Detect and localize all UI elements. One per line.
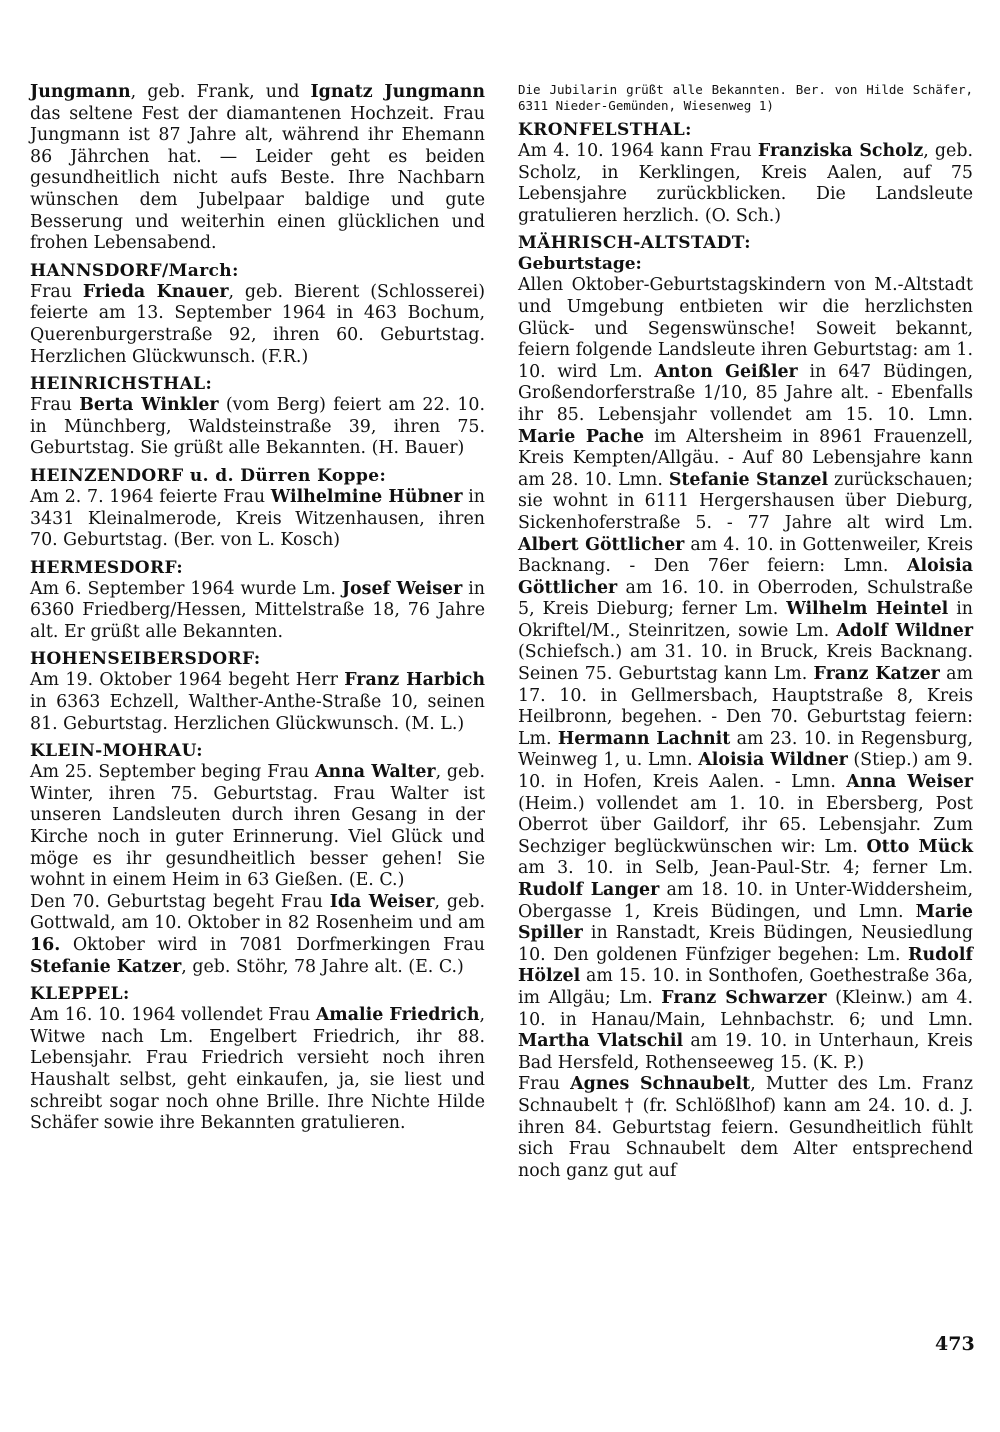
text-run: zurückschauen; sie wohnt in 6111 Hergershausen über Dieburg, Sickenhoferstraße 5. - 77 Jahre alt wird Lm. bbox=[518, 469, 973, 533]
section-maehrisch-altstadt bbox=[518, 233, 973, 1182]
person-name: Wilhelmine Hübner bbox=[270, 486, 463, 507]
paragraph bbox=[30, 1005, 485, 1135]
person-name: Agnes Schnaubelt bbox=[570, 1074, 751, 1095]
person-name: Anna Walter bbox=[315, 762, 436, 783]
text-run: am 18. 10. in Unter-Widdersheim, Obergasse 1, Kreis Büdingen, und Lmn. bbox=[518, 880, 973, 922]
section-hannsdorf bbox=[30, 261, 485, 368]
page-number: 473 bbox=[935, 1333, 975, 1355]
section-heinzendorf bbox=[30, 466, 485, 552]
text-run: das seltene Fest der diamantenen Hochzeit. Frau Jungmann ist 87 Jahre alt, während ihr Ehemann 86 Jährchen hat. — Leider geht es beiden gesundheitlich nicht aufs Beste. Ihre Nachbarn wünschen dem Jubelpaar baldige und gute Besserung und weiterhin einen glücklichen und frohen Lebensabend. bbox=[30, 103, 485, 254]
person-name: Stefanie Stanzel bbox=[668, 469, 829, 490]
section-heading: MÄHRISCH-ALTSTADT: bbox=[518, 233, 751, 254]
text-run: Frau bbox=[518, 1074, 571, 1095]
text-run: Allen Oktober-Geburtstagskindern von M.-Altstadt und Umgebung entbieten wir die herzlichsten Glück- und Segenswünsche! Soweit bekannt, feiern folgende Landsleute ihren Geburtstag: am 1. 10. wird Lm. bbox=[518, 275, 973, 382]
section-heading: KLEIN-MOHRAU: bbox=[30, 741, 203, 762]
text-run: , geb. Stöhr, 78 Jahre alt. (E. C.) bbox=[181, 956, 464, 977]
section-heading: HEINRICHSTHAL: bbox=[30, 374, 213, 395]
section-note: Die Jubilarin grüßt alle Bekannten. Ber. von Hilde Schäfer, 6311 Nieder-Gemünden, Wiesenweg 1) bbox=[518, 82, 973, 113]
paragraph bbox=[30, 395, 485, 460]
person-name: Franz Schwarzer bbox=[661, 987, 827, 1008]
text-run: , geb. Scholz, in Kerklingen, Kreis Aalen, auf 75 Lebensjahre zurückblicken. Die Landsleute gratulieren herzlich. (O. Sch.) bbox=[518, 141, 973, 226]
section-hermesdorf bbox=[30, 558, 485, 644]
person-name: Martha Vlatschil bbox=[518, 1031, 684, 1052]
paragraph bbox=[30, 670, 485, 735]
text-run: im Altersheim in 8961 Frauenzell, Kreis Kempten/Allgäu. - Auf 80 Lebensjahre kann am 28. 10. Lmn. bbox=[518, 426, 973, 490]
text-run: am 15. 10. in Sonthofen, Goethestraße 36a, im Allgäu; Lm. bbox=[518, 966, 973, 1008]
person-name: Anton Geißler bbox=[654, 361, 798, 382]
person-name: Frieda Knauer bbox=[82, 281, 229, 302]
text-run: am 19. 10. in Unterhaun, Kreis Bad Hersfeld, Rothenseeweg 15. (K. P.) bbox=[518, 1031, 973, 1073]
text-run: am 3. 10. in Selb, Jean-Paul-Str. 4; ferner Lm. bbox=[518, 858, 973, 879]
text-run: am 4. 10. in Gottenweiler, Kreis Backnang. - Den 76er feiern: Lmn. bbox=[518, 534, 974, 577]
person-name: Amalie Friedrich bbox=[315, 1005, 480, 1026]
section-heading: HEINZENDORF u. d. Dürren Koppe: bbox=[30, 465, 387, 486]
person-name: Aloisia Wildner bbox=[698, 750, 848, 771]
text-run: Am 25. September beging Frau bbox=[30, 762, 316, 783]
person-name: Stefanie Katzer bbox=[30, 956, 182, 977]
person-name: Adolf Wildner bbox=[836, 620, 973, 641]
text-run: am 16. 10. in Oberroden, Schulstraße 5, Kreis Dieburg; ferner Lm. bbox=[518, 577, 973, 620]
paragraph bbox=[30, 282, 485, 368]
person-name: Rudolf Hölzel bbox=[518, 944, 973, 987]
text-run: am 23. 10. in Regensburg, Weinweg 1, u. Lmn. bbox=[518, 728, 973, 771]
paragraph bbox=[30, 892, 485, 978]
text-run: in Okriftel/M., Steinritzen, sowie Lm. bbox=[518, 599, 973, 641]
text-run: , geb. Winter, ihren 75. Geburtstag. Frau Walter ist unseren Landsleuten durch ihren Gesang in der Kirche noch in guter Erinnerung. Viel Glück und möge es ihr gesundheitlich besser gehen! Sie wohnt in einem Heim in 63 Gießen. (E. C.) bbox=[30, 762, 486, 891]
person-name: Otto Mück bbox=[866, 836, 973, 857]
section-hohenseibersdorf bbox=[30, 649, 485, 735]
text-run: , Witwe nach Lm. Engelbert Friedrich, ihr 88. Lebensjahr. Frau Friedrich versieht noch ihren Haushalt selbst, geht einkaufen, ja, sie liest und schreibt sogar noch ohne Brille. Ihre Nichte Hilde Schäfer sowie ihre Bekannten gratulieren. bbox=[30, 1005, 485, 1134]
person-name: Franz Harbich bbox=[344, 670, 486, 691]
person-name: 16. bbox=[30, 935, 61, 955]
paragraph bbox=[518, 1074, 973, 1182]
section-heading: HANNSDORF/March: bbox=[30, 260, 239, 281]
person-name: Rudolf Langer bbox=[518, 880, 660, 900]
text-run: in Ranstadt, Kreis Büdingen, Neusiedlung 10. Den goldenen Fünfziger begehen: Lm. bbox=[518, 923, 973, 965]
paragraph bbox=[30, 579, 485, 644]
person-name: Berta Winkler bbox=[79, 395, 219, 416]
person-name: Aloisia Göttlicher bbox=[518, 556, 973, 598]
text-run: Frau bbox=[30, 395, 80, 416]
right-column bbox=[518, 82, 973, 1182]
section-heinrichsthal bbox=[30, 374, 485, 460]
person-name: Marie Pache bbox=[518, 426, 645, 447]
section-jungmann-text bbox=[30, 82, 485, 255]
text-run: , geb. Frank, und bbox=[130, 82, 311, 102]
text-run: , Mutter des Lm. Franz Schnaubelt † (fr. Schlößlhof) kann am 24. 10. d. J. ihren 84. Geburtstag feiern. Gesundheitlich fühlt sich Frau Schnaubelt dem Alter entsprechend noch ganz gut auf bbox=[518, 1074, 973, 1181]
paragraph bbox=[518, 141, 973, 227]
section-klein-mohrau bbox=[30, 741, 485, 978]
section-jubilarin-note bbox=[518, 82, 973, 114]
section-kleppel bbox=[30, 984, 485, 1135]
text-run: Am 6. September 1964 wurde Lm. bbox=[30, 578, 342, 599]
text-run: am 17. 10. in Gellmersbach, Hauptstraße 8, Kreis Heilbronn, begehen. - Den 70. Geburtstag feiern: Lm. bbox=[518, 664, 973, 749]
text-run: (Stiep.) am 9. 10. in Hofen, Kreis Aalen. - Lmn. bbox=[518, 750, 973, 793]
text-run: Am 2. 7. 1964 feierte Frau bbox=[30, 486, 271, 507]
text-run: Am 19. Oktober 1964 begeht Herr bbox=[30, 670, 345, 691]
paragraph bbox=[518, 275, 973, 1074]
text-run: Oktober wird in 7081 Dorfmerkingen Frau bbox=[60, 935, 485, 955]
left-column bbox=[30, 82, 485, 1135]
person-name: Hermann Lachnit bbox=[557, 728, 731, 749]
text-run: Den 70. Geburtstag begeht Frau bbox=[30, 891, 330, 912]
paragraph bbox=[30, 82, 485, 255]
section-heading: KLEPPEL: bbox=[30, 984, 130, 1005]
text-run: Am 4. 10. 1964 kann Frau bbox=[518, 141, 758, 161]
person-name: Marie Spiller bbox=[518, 901, 973, 944]
person-name: Ida Weiser bbox=[329, 891, 435, 912]
person-name: Anna Weiser bbox=[846, 772, 973, 793]
text-run: (Heim.) vollendet am 1. 10. in Ebersberg, Post Oberrot über Gaildorf, ihr 65. Lebensjahr. Zum Sechziger beglückwünschen wir: Lm. bbox=[518, 793, 973, 857]
person-name: Wilhelm Heintel bbox=[786, 599, 949, 620]
section-heading: HOHENSEIBERSDORF: bbox=[30, 649, 261, 670]
paragraph bbox=[30, 487, 485, 552]
text-run: , geb. Gottwald, am 10. Oktober in 82 Rosenheim und am bbox=[30, 891, 486, 934]
text-run: in 6360 Friedberg/Hessen, Mittelstraße 18, 76 Jahre alt. Er grüßt alle Bekannten. bbox=[30, 578, 485, 642]
person-name: Franz Katzer bbox=[813, 664, 940, 685]
text-run: (Schiefsch.) am 31. 10. in Bruck, Kreis Backnang. Seinen 75. Geburtstag kann Lm. bbox=[518, 642, 973, 685]
section-heading: HERMESDORF: bbox=[30, 557, 184, 578]
person-name: Albert Göttlicher bbox=[518, 534, 685, 555]
person-name: Josef Weiser bbox=[341, 578, 463, 599]
text-run: in 647 Büdingen, Großendorferstraße 1/10, 85 Jahre alt. - Ebenfalls ihr 85. Lebensjahr vollendet am 15. 10. Lmn. bbox=[518, 361, 973, 425]
section-heading: KRONFELSTHAL: bbox=[518, 120, 692, 140]
text-run: , geb. Bierent (Schlosserei) feierte am 13. September 1964 in 463 Bochum, Querenburgerstraße 92, ihren 60. Geburtstag. Herzlichen Glückwunsch. (F.R.) bbox=[30, 281, 486, 367]
section-subheading: Geburtstage: bbox=[518, 254, 642, 275]
person-name: Jungmann bbox=[30, 82, 131, 102]
person-name: Franziska Scholz bbox=[757, 141, 924, 161]
text-run: in 3431 Kleinalmerode, Kreis Witzenhausen, ihren 70. Geburtstag. (Ber. von L. Kosch) bbox=[30, 486, 485, 551]
text-run: (Kleinw.) am 4. 10. in Hanau/Main, Lehnbachstr. 6; und Lmn. bbox=[518, 987, 974, 1030]
text-run: (vom Berg) feiert am 22. 10. in Münchberg, Waldsteinstraße 39, ihren 75. Geburtstag. Sie grüßt alle Bekannten. (H. Bauer) bbox=[30, 395, 485, 459]
text-run: in 6363 Echzell, Walther-Anthe-Straße 10, seinen 81. Geburtstag. Herzlichen Glückwunsch. (M. L.) bbox=[30, 692, 485, 734]
text-run: Am 16. 10. 1964 vollendet Frau bbox=[30, 1005, 316, 1026]
text-run: Frau bbox=[30, 281, 83, 302]
paragraph bbox=[30, 762, 485, 892]
section-kronfelsthal bbox=[518, 120, 973, 227]
person-name: Ignatz Jungmann bbox=[310, 82, 485, 102]
